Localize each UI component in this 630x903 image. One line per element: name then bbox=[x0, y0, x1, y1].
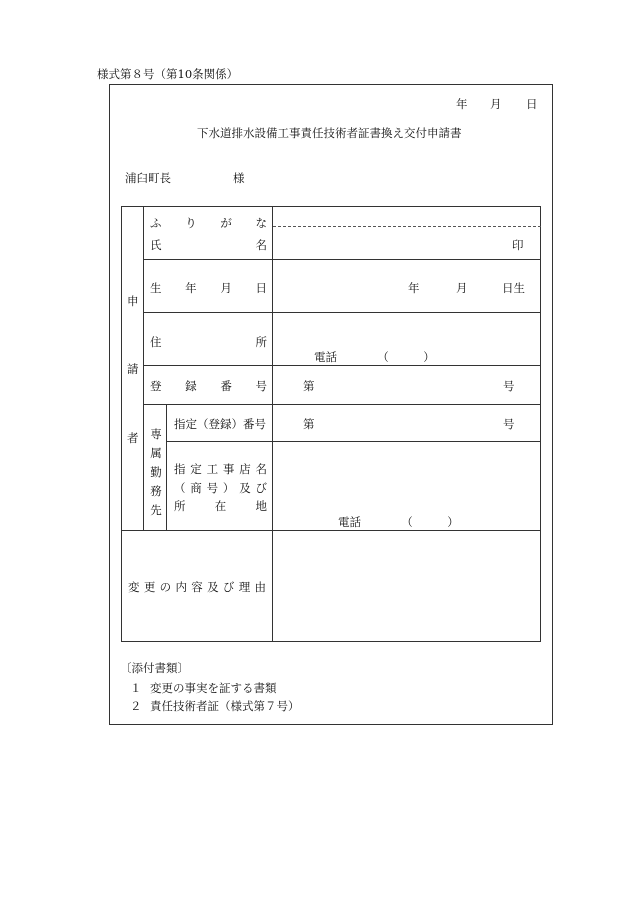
divider bbox=[143, 404, 541, 405]
attachment-item-text: 責任技術者証（様式第７号） bbox=[150, 699, 300, 713]
divider bbox=[143, 206, 144, 531]
workplace-label: 専 属 勤 務 先 bbox=[150, 427, 162, 517]
designation-label: 指定（登録）番号 bbox=[174, 417, 266, 431]
contractor-label-line-1: 指 定 工 事 店 名 bbox=[174, 462, 267, 476]
date-day: 日 bbox=[526, 97, 538, 111]
attachments-header: 〔添付書類〕 bbox=[120, 661, 189, 675]
date-year: 年 bbox=[456, 97, 468, 111]
divider bbox=[143, 259, 541, 260]
name-label: 氏 名 bbox=[150, 238, 267, 252]
birth-year: 年 bbox=[408, 281, 420, 295]
document-title: 下水道排水設備工事責任技術者証書換え交付申請書 bbox=[197, 126, 462, 140]
date-month: 月 bbox=[490, 97, 502, 111]
contractor-phone: 電話 （ ） bbox=[338, 515, 459, 529]
birthdate-label: 生 年 月 日 bbox=[150, 281, 267, 295]
divider bbox=[143, 365, 541, 366]
addressee-honorific: 様 bbox=[233, 171, 245, 185]
registration-label: 登 録 番 号 bbox=[150, 379, 267, 393]
form-number: 様式第８号（第10条関係） bbox=[97, 67, 239, 81]
divider bbox=[166, 441, 541, 442]
address-label: 住 所 bbox=[150, 335, 267, 349]
registration-prefix: 第 bbox=[303, 379, 315, 393]
applicant-label-3: 者 bbox=[127, 431, 139, 445]
attachment-item-num: １ bbox=[130, 681, 142, 695]
designation-suffix: 号 bbox=[503, 417, 515, 431]
furigana-label: ふ り が な bbox=[150, 216, 267, 230]
registration-suffix: 号 bbox=[503, 379, 515, 393]
attachment-item-num: ２ bbox=[130, 699, 142, 713]
divider bbox=[166, 404, 167, 531]
seal-mark: 印 bbox=[512, 238, 524, 252]
divider bbox=[143, 312, 541, 313]
applicant-label-1: 申 bbox=[127, 294, 139, 308]
birth-day: 日生 bbox=[502, 281, 525, 295]
attachment-item-text: 変更の事実を証する書類 bbox=[150, 681, 277, 695]
addressee-name: 浦臼町長 bbox=[125, 171, 171, 185]
designation-prefix: 第 bbox=[303, 417, 315, 431]
contractor-label-line-3: 所 在 地 bbox=[174, 499, 267, 513]
divider bbox=[272, 206, 273, 642]
change-reason-label: 変 更 の 内 容 及 び 理 由 bbox=[128, 580, 266, 594]
contractor-label-line-2: （ 商 号 ） 及 び bbox=[174, 481, 267, 495]
address-phone: 電話 （ ） bbox=[314, 350, 435, 364]
birth-month: 月 bbox=[456, 281, 468, 295]
divider bbox=[121, 530, 541, 531]
applicant-label-2: 請 bbox=[127, 362, 139, 376]
furigana-divider bbox=[273, 226, 541, 227]
